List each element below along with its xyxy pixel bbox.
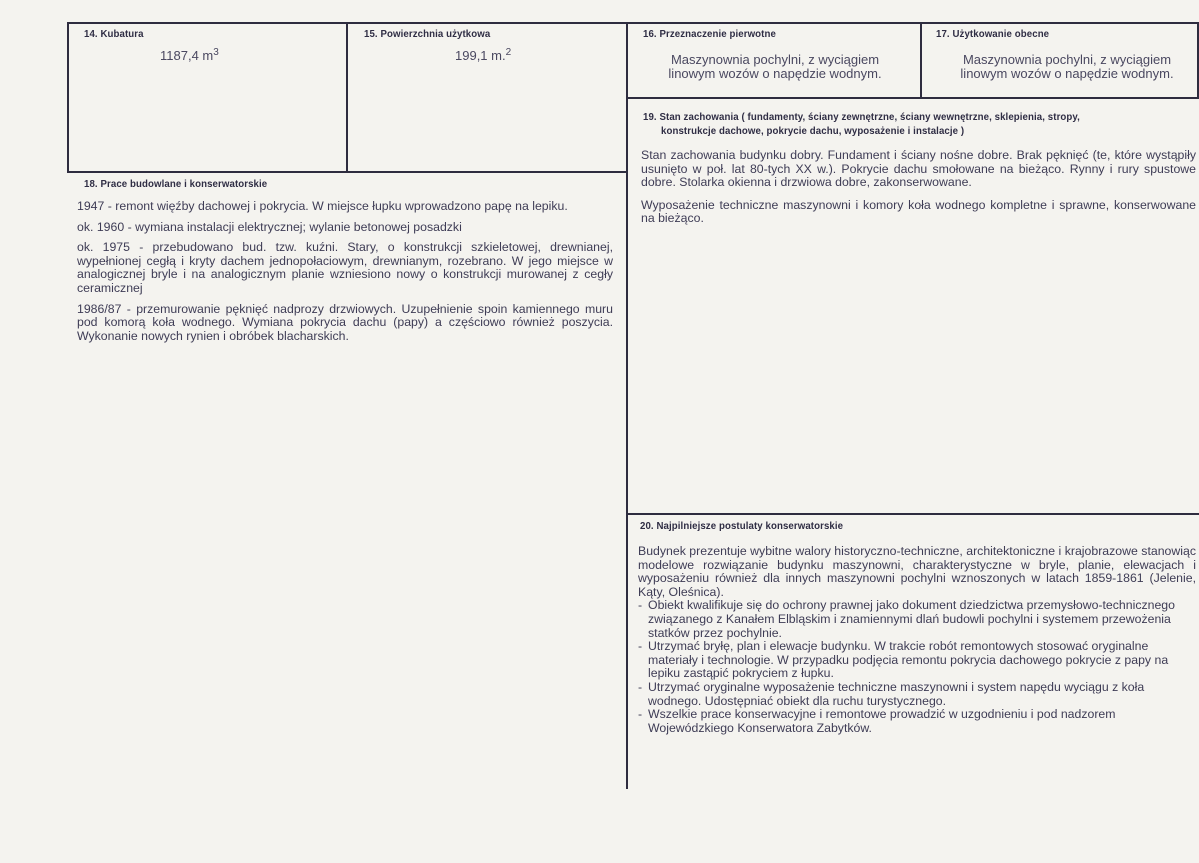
condition-building: Stan zachowania budynku dobry. Fundament i ściany nośne dobre. Brak pęknięć (te, które wystąpiły usunięto w poł. lat 80-tych XX w.). Pokrycie dachu smołowane na bieżąco. Rynny i rury spustowe dobre. Stolarka okienna i drzwiowa dobre, zakonserwowane. [641,148,1196,190]
postulate-item: - Obiekt kwalifikuje się do ochrony prawnej jako dokument dziedzictwa przemysłowo-technicznego związanego z Kanałem Elbląskim i znamiennymi dlań budowli pochylni i systemem przewożenia statków przez pochylnie. [638,599,1178,640]
postulate-item: - Utrzymać bryłę, plan i elewacje budynku. W trakcie robót remontowych stosować oryginalne materiały i technologie. W przypadku podjęcia remontu pokrycia dachowego pokrycie z papy na lepiku zastąpić pokryciem z łupku. [638,640,1178,681]
section-19-title-line1: 19. Stan zachowania ( fundamenty, ściany zewnętrzne, ściany wewnętrzne, sklepienia, stropy, [643,111,1080,123]
condition-equipment: Wyposażenie techniczne maszynowni i komory koła wodnego kompletne i sprawne, konserwowane na bieżąco. [641,197,1196,226]
divider-under-17 [626,97,1199,99]
divider-14-15 [346,22,348,172]
divider-above-20 [626,513,1199,515]
section-17-title: 17. Użytkowanie obecne [936,28,1050,40]
area-unit-exponent: 2 [505,47,512,58]
divider-15-16 [626,22,628,789]
divider-16-17 [920,22,922,98]
work-entry-1986: 1986/87 - przemurowanie pęknięć nadprozy drzwiowych. Uzupełnienie spoin kamiennego muru pod komorą koła wodnego. Wymiana pokrycia dachu (papy) a częściowo również poszycia. Wykonanie nowych rynien i obróbek blacharskich. [77,301,613,343]
section-20-body [638,545,1196,735]
section-18-body [77,200,613,350]
postulates-intro: Budynek prezentuje wybitne walory historyczno-techniczne, architektoniczne i krajobrazowe stanowiąc modelowe rozwiązanie budynku maszynowni, charakterystyczne w bryle, planie, elewacjach i wyposażeniu również dla innych maszynowni pochylni wznoszonych w latach 1859-1861 (Jelenie, Kąty, Oleśnica). [638,544,1196,599]
work-entry-1947: 1947 - remont więźby dachowej i pokrycia. W miejsce łupku wprowadzono papę na lepiku. [77,199,568,213]
section-18-title: 18. Prace budowlane i konserwatorskie [84,178,268,190]
section-19-body [641,149,1196,233]
postulates-list [638,599,1196,735]
section-16-title: 16. Przeznaczenie pierwotne [643,28,776,40]
kubatura-value: 1187,4 m [160,48,214,63]
postulate-item: - Wszelkie prace konserwacyjne i remontowe prowadzić w uzgodnieniu i pod nadzorem Wojewódzkiego Konserwatora Zabytków. [638,708,1178,735]
kubatura-unit-exponent: 3 [213,47,219,58]
postulate-item: - Utrzymać oryginalne wyposażenie techniczne maszynowni i system napędu wyciągu z koła wodnego. Udostępniać obiekt dla ruchu turystycznego. [638,681,1178,708]
divider-under-14-15 [67,171,627,173]
section-15-title: 15. Powierzchnia użytkowa [364,28,491,40]
section-14-title: 14. Kubatura [84,28,144,40]
section-16-value: Maszynownia pochylni, z wyciągiem linowym wozów o napędzie wodnym. [668,52,882,81]
section-15-value [455,49,555,63]
section-17-value: Maszynownia pochylni, z wyciągiem linowym wozów o napędzie wodnym. [960,52,1174,81]
section-19-title-line2: konstrukcje dachowe, pokrycie dachu, wyposażenie i instalacje ) [661,125,965,137]
work-entry-1960: ok. 1960 - wymiana instalacji elektrycznej; wylanie betonowej posadzki [77,219,462,234]
area-value: 199,1 m. [455,48,506,63]
section-20-title: 20. Najpilniejsze postulaty konserwatorskie [640,520,844,532]
left-border [67,22,69,172]
top-border [67,22,1199,24]
work-entry-1975: ok. 1975 - przebudowano bud. tzw. kuźni. Stary, o konstrukcji szkieletowej, drewnianej, wypełnionej cegłą i kryty dachem jednopołaciowym, drewnianym, rozebrano. W jego miejsce w analogicznej bryle i na analogicznym planie wzniesiono nowy o konstrukcji murowanej z cegły ceramicznej [77,240,613,295]
section-14-value [160,49,260,63]
